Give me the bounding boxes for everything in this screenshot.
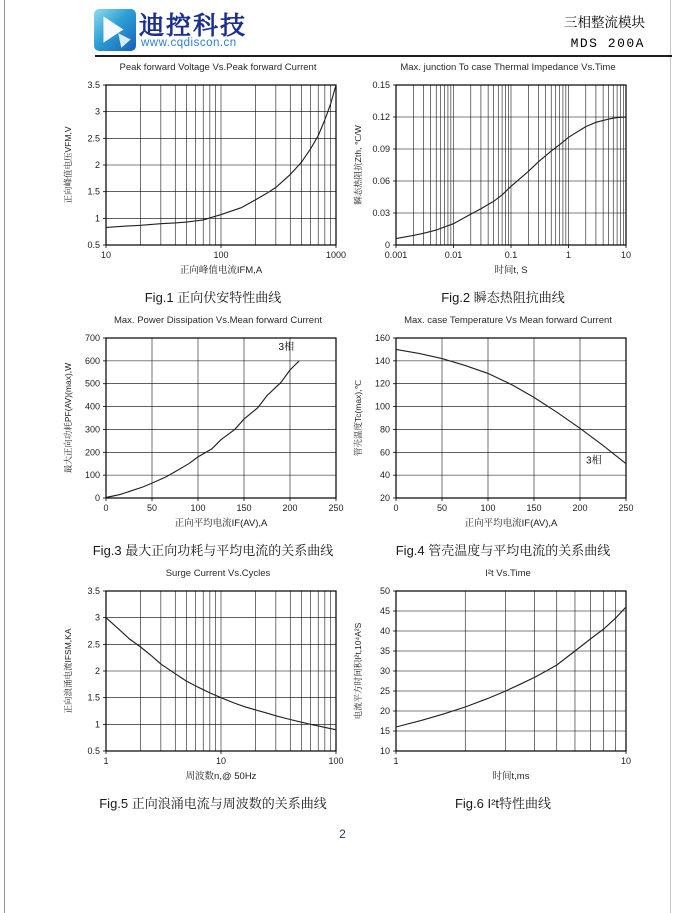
svg-text:时间t, S: 时间t, S [494, 265, 528, 276]
svg-text:正向平均电流IF(AV),A: 正向平均电流IF(AV),A [464, 518, 558, 529]
svg-text:700: 700 [84, 333, 100, 343]
figure-1-caption: Fig.1 正向伏安特性曲线 [144, 290, 282, 305]
svg-text:100: 100 [374, 401, 390, 412]
figure-4 [350, 315, 640, 559]
svg-text:50: 50 [436, 503, 448, 513]
product-family-label: 三相整流模块 [564, 15, 645, 30]
svg-text:300: 300 [84, 424, 100, 435]
svg-text:1: 1 [94, 719, 100, 730]
company-name: 迪控科技 [139, 12, 248, 40]
svg-text:2: 2 [94, 160, 100, 170]
svg-text:正向峰值电流IFM,A: 正向峰值电流IFM,A [179, 265, 263, 276]
svg-text:10: 10 [379, 746, 390, 756]
svg-text:0: 0 [384, 240, 390, 250]
svg-text:3.5: 3.5 [87, 586, 100, 596]
svg-text:10: 10 [100, 250, 112, 260]
svg-text:1: 1 [393, 756, 399, 766]
figure-1 [60, 62, 350, 306]
figure-6 [350, 568, 640, 812]
svg-text:1.5: 1.5 [87, 692, 100, 703]
figure-1-plot [60, 76, 350, 282]
svg-text:1: 1 [94, 213, 100, 224]
svg-text:电流平方时间积I²t,10⁴A²S: 电流平方时间积I²t,10⁴A²S [353, 622, 363, 720]
svg-text:1: 1 [103, 756, 109, 766]
svg-text:80: 80 [379, 424, 390, 435]
figure-3-plot [60, 329, 350, 535]
svg-text:25: 25 [379, 686, 390, 696]
figure-6-title: I²t Vs.Time [485, 568, 531, 579]
header-right-block [564, 11, 645, 51]
svg-text:250: 250 [618, 503, 634, 513]
figure-4-plot [350, 329, 640, 535]
svg-text:0.03: 0.03 [372, 208, 390, 218]
svg-text:600: 600 [84, 355, 100, 366]
svg-text:200: 200 [282, 503, 298, 513]
figure-3-caption: Fig.3 最大正向功耗与平均电流的关系曲线 [92, 543, 334, 558]
svg-text:400: 400 [84, 401, 100, 412]
svg-text:瞬态热阻抗Zth, ℃/W: 瞬态热阻抗Zth, ℃/W [353, 125, 363, 205]
svg-text:周波数n,@ 50Hz: 周波数n,@ 50Hz [185, 771, 257, 782]
svg-text:40: 40 [379, 470, 390, 481]
figure-6-plot [350, 582, 640, 788]
svg-text:20: 20 [379, 706, 390, 716]
figure-2 [350, 62, 640, 306]
svg-text:时间t,ms: 时间t,ms [492, 771, 530, 782]
svg-text:100: 100 [480, 503, 496, 513]
model-number-label: MDS 200A [570, 36, 645, 51]
svg-text:10: 10 [620, 756, 632, 766]
svg-text:45: 45 [379, 606, 390, 616]
figure-3-title: Max. Power Dissipation Vs.Mean forward Current [113, 315, 323, 326]
company-logo-icon [94, 9, 136, 51]
svg-text:0.06: 0.06 [372, 176, 390, 186]
svg-text:3相: 3相 [586, 455, 602, 467]
svg-text:35: 35 [379, 646, 390, 656]
svg-text:60: 60 [379, 447, 390, 458]
page-number: 2 [339, 827, 346, 841]
svg-text:0.09: 0.09 [372, 144, 390, 154]
svg-text:正向浪涌电流IFSM,KA: 正向浪涌电流IFSM,KA [63, 628, 73, 714]
figure-2-title: Max. junction To case Thermal Impedance Vs.Time [400, 62, 616, 73]
svg-text:20: 20 [379, 493, 390, 503]
svg-text:140: 140 [374, 355, 390, 366]
svg-text:200: 200 [84, 447, 100, 458]
svg-text:3: 3 [94, 612, 100, 623]
svg-text:1.5: 1.5 [87, 186, 100, 197]
svg-text:100: 100 [84, 470, 100, 481]
svg-text:0.001: 0.001 [384, 250, 408, 260]
svg-text:50: 50 [146, 503, 158, 513]
svg-text:2.5: 2.5 [87, 639, 100, 650]
svg-text:1000: 1000 [325, 250, 347, 260]
svg-text:0.12: 0.12 [372, 112, 390, 122]
svg-text:0.1: 0.1 [504, 250, 518, 260]
svg-text:0: 0 [393, 503, 399, 513]
svg-text:0.5: 0.5 [87, 240, 100, 250]
svg-text:160: 160 [374, 333, 390, 343]
svg-text:120: 120 [374, 378, 390, 389]
header-divider [95, 55, 672, 57]
svg-text:0: 0 [103, 503, 109, 513]
figure-5-plot [60, 582, 350, 788]
svg-text:2.5: 2.5 [87, 133, 100, 144]
svg-text:10: 10 [620, 250, 632, 260]
svg-text:30: 30 [379, 666, 390, 676]
svg-text:150: 150 [526, 503, 542, 513]
svg-text:100: 100 [328, 756, 344, 766]
svg-text:200: 200 [572, 503, 588, 513]
svg-text:3.5: 3.5 [87, 80, 100, 90]
svg-text:3: 3 [94, 106, 100, 117]
svg-text:管壳温度Tc(max),℃: 管壳温度Tc(max),℃ [353, 379, 363, 457]
svg-text:0: 0 [94, 493, 100, 503]
figure-5-caption: Fig.5 正向浪涌电流与周波数的关系曲线 [99, 796, 327, 811]
svg-text:2: 2 [94, 666, 100, 676]
figure-2-caption: Fig.2 瞬态热阻抗曲线 [441, 290, 565, 305]
figure-2-plot [350, 76, 640, 282]
page-left-border [4, 0, 5, 913]
svg-text:正向峰值电压VFM,V: 正向峰值电压VFM,V [63, 126, 73, 204]
svg-text:0.15: 0.15 [372, 80, 390, 90]
svg-text:150: 150 [236, 503, 252, 513]
svg-text:最大正向功耗PF(AV)(max),W: 最大正向功耗PF(AV)(max),W [63, 362, 73, 474]
svg-text:50: 50 [379, 586, 390, 596]
svg-text:3相: 3相 [278, 341, 295, 353]
svg-text:0.01: 0.01 [444, 250, 463, 260]
svg-text:正向平均电流IF(AV),A: 正向平均电流IF(AV),A [174, 518, 268, 529]
svg-text:250: 250 [328, 503, 344, 513]
page-right-border [670, 0, 671, 913]
figure-5-title: Surge Current Vs.Cycles [165, 568, 271, 579]
svg-text:100: 100 [213, 250, 229, 260]
figure-6-caption: Fig.6 I²t特性曲线 [454, 796, 552, 811]
figure-4-caption: Fig.4 管壳温度与平均电流的关系曲线 [395, 543, 611, 558]
svg-text:10: 10 [215, 756, 227, 766]
svg-text:0.5: 0.5 [87, 746, 100, 756]
svg-text:1: 1 [565, 250, 572, 260]
company-url: www.cqdiscon.cn [141, 37, 237, 49]
figure-4-title: Max. case Temperature Vs Mean forward Current [404, 315, 612, 326]
figure-1-title: Peak forward Voltage Vs.Peak forward Current [119, 62, 317, 73]
svg-text:500: 500 [84, 378, 100, 389]
figure-5 [60, 568, 350, 812]
svg-text:40: 40 [379, 626, 390, 636]
figure-3 [60, 315, 350, 559]
svg-text:15: 15 [379, 726, 390, 736]
svg-text:100: 100 [190, 503, 206, 513]
